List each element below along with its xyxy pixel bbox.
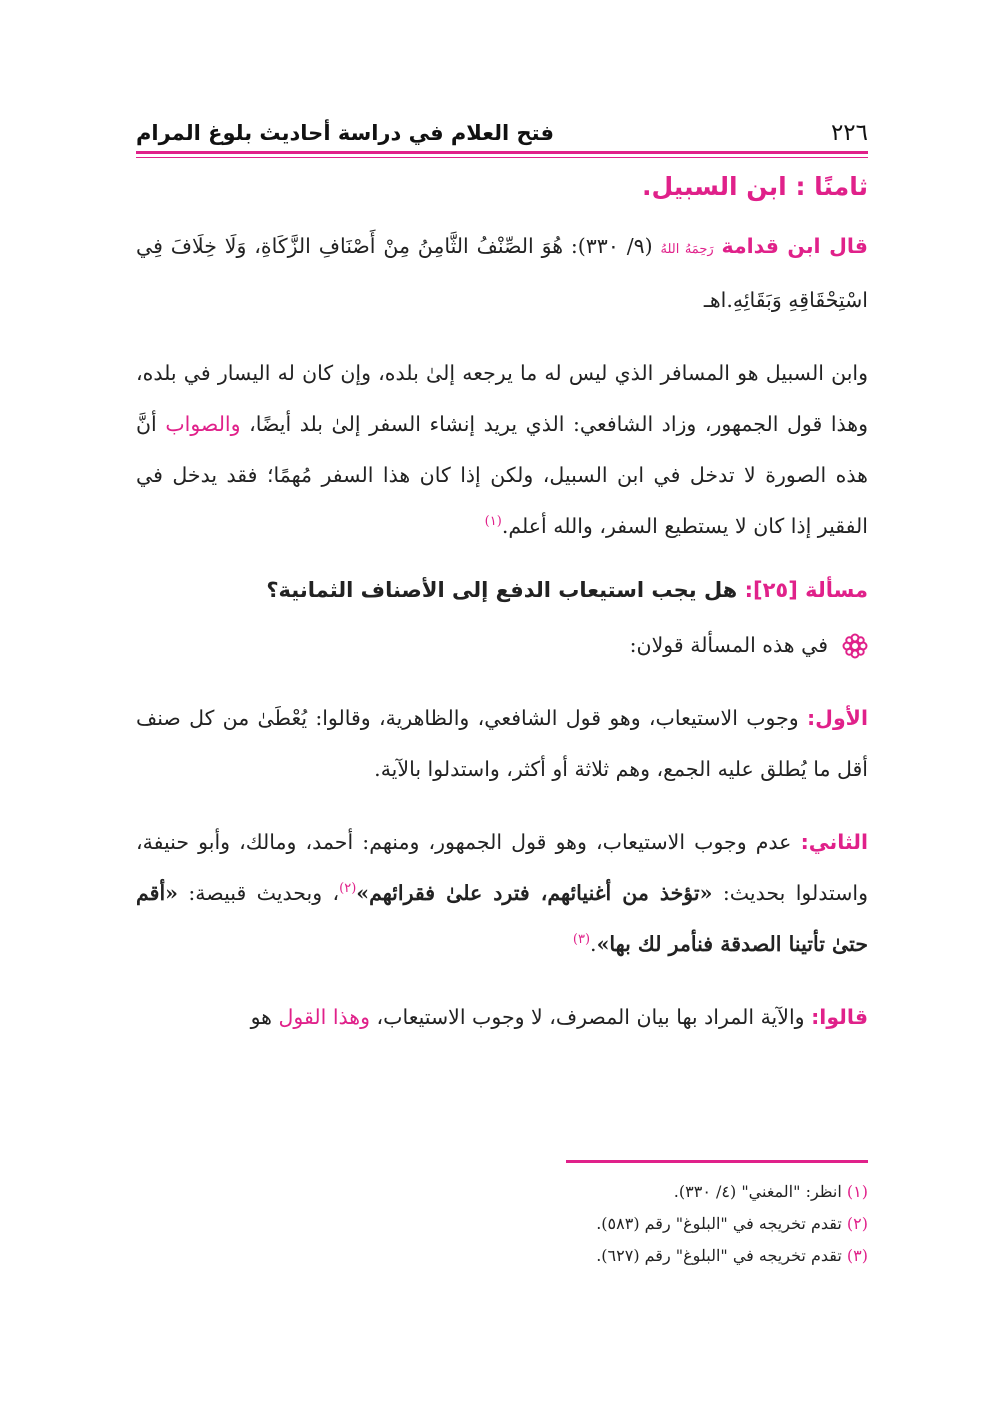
- footnotes: [136, 1176, 868, 1272]
- second-opinion-text-b: ، وبحديث قبيصة:: [188, 881, 340, 905]
- issue-heading: [136, 566, 868, 614]
- footnote-2: [136, 1208, 868, 1240]
- commentary-text-a: وابن السبيل هو المسافر الذي ليس له ما يرجعه إلىٰ بلده، وإن كان له اليسار في بلده، وهذا قول الجمهور، وزاد الشافعي: الذي يريد إنشاء السفر إلىٰ بلد أيضًا،: [136, 361, 868, 436]
- footnote-text: انظر: "المغني" (٤/ ٣٣٠).: [673, 1182, 842, 1201]
- intro-text: في هذه المسألة قولان:: [629, 633, 828, 657]
- quote-text: هُوَ الصِّنْفُ الثَّامِنُ مِنْ أَصْنَافِ الزَّكَاةِ، وَلَا خِلَافَ فِي اسْتِحْقَاقِهِ وَبَقَائِهِ.اهـ: [136, 234, 868, 312]
- first-opinion: [136, 693, 868, 795]
- footnote-text: تقدم تخريجه في "البلوغ" رقم (٥٨٣).: [596, 1214, 842, 1233]
- intro-line: [136, 620, 868, 671]
- book-title: فتح العلام في دراسة أحاديث بلوغ المرام: [136, 121, 554, 145]
- page-number: ٢٢٦: [830, 120, 868, 146]
- commentary-text-b: أنَّ هذه الصورة لا تدخل في ابن السبيل، ولكن إذا كان هذا السفر مُهمًا؛ فقد يدخل في الفقير إذا كان لا يستطيع السفر، والله أعلم.: [136, 412, 868, 538]
- footnote-number: (١): [846, 1182, 868, 1201]
- this-view-label: وهذا القول: [278, 1005, 371, 1029]
- running-header: [136, 116, 868, 150]
- section-heading: ثامنًا : ابن السبيل.: [641, 172, 868, 201]
- quote-reference: (٩/ ٣٣٠):: [570, 234, 653, 258]
- quote-author: قال ابن قدامة: [721, 234, 868, 258]
- issue-question: هل يجب استيعاب الدفع إلى الأصناف الثمانية؟: [266, 578, 738, 602]
- header-rule-thick: [136, 151, 868, 154]
- second-opinion: [136, 817, 868, 970]
- flower-ornament-icon: [842, 633, 868, 659]
- footnote-separator: [566, 1160, 868, 1163]
- issue-label: مسألة [٢٥]:: [744, 578, 868, 602]
- header-rule-thin: [136, 157, 868, 158]
- first-opinion-label: الأول:: [806, 706, 868, 730]
- their-argument-text: والآية المراد بها بيان المصرف، لا وجوب الاستيعاب،: [376, 1005, 805, 1029]
- their-argument: [136, 992, 868, 1043]
- their-argument-end: هو: [250, 1005, 272, 1029]
- footnote-3: [136, 1240, 868, 1272]
- footnote-text: تقدم تخريجه في "البلوغ" رقم (٦٢٧).: [596, 1246, 842, 1265]
- hadith-2: «أقم حتىٰ تأتينا الصدقة فنأمر لك بها»: [136, 881, 868, 956]
- footnote-ref-3[interactable]: (٣): [572, 932, 591, 948]
- footnote-number: (٣): [846, 1246, 868, 1265]
- sentence-end: .: [590, 932, 597, 956]
- second-opinion-text-a: عدم وجوب الاستيعاب، وهو قول الجمهور، ومنهم: أحمد، ومالك، وأبو حنيفة، واستدلوا بحديث:: [136, 830, 868, 905]
- correct-view-label: والصواب: [165, 412, 241, 436]
- second-opinion-label: الثاني:: [800, 830, 868, 854]
- footnote-ref-2[interactable]: (٢): [339, 881, 357, 897]
- quote-paragraph: [136, 221, 868, 326]
- footnote-ref-1[interactable]: (١): [484, 514, 502, 530]
- honorific: رَحِمَهُ اللهُ: [660, 242, 714, 257]
- main-text: [136, 168, 868, 1043]
- footnote-number: (٢): [846, 1214, 868, 1233]
- first-opinion-text: وجوب الاستيعاب، وهو قول الشافعي، والظاهرية، وقالوا: يُعْطَىٰ من كل صنف أقل ما يُطلق عليه الجمع، وهم ثلاثة أو أكثر، واستدلوا بالآية.: [136, 706, 868, 781]
- their-argument-label: قالوا:: [811, 1005, 868, 1029]
- commentary-paragraph: [136, 348, 868, 552]
- footnote-1: [136, 1176, 868, 1208]
- hadith-1: «تؤخذ من أغنيائهم، فترد علىٰ فقرائهم»: [356, 881, 713, 905]
